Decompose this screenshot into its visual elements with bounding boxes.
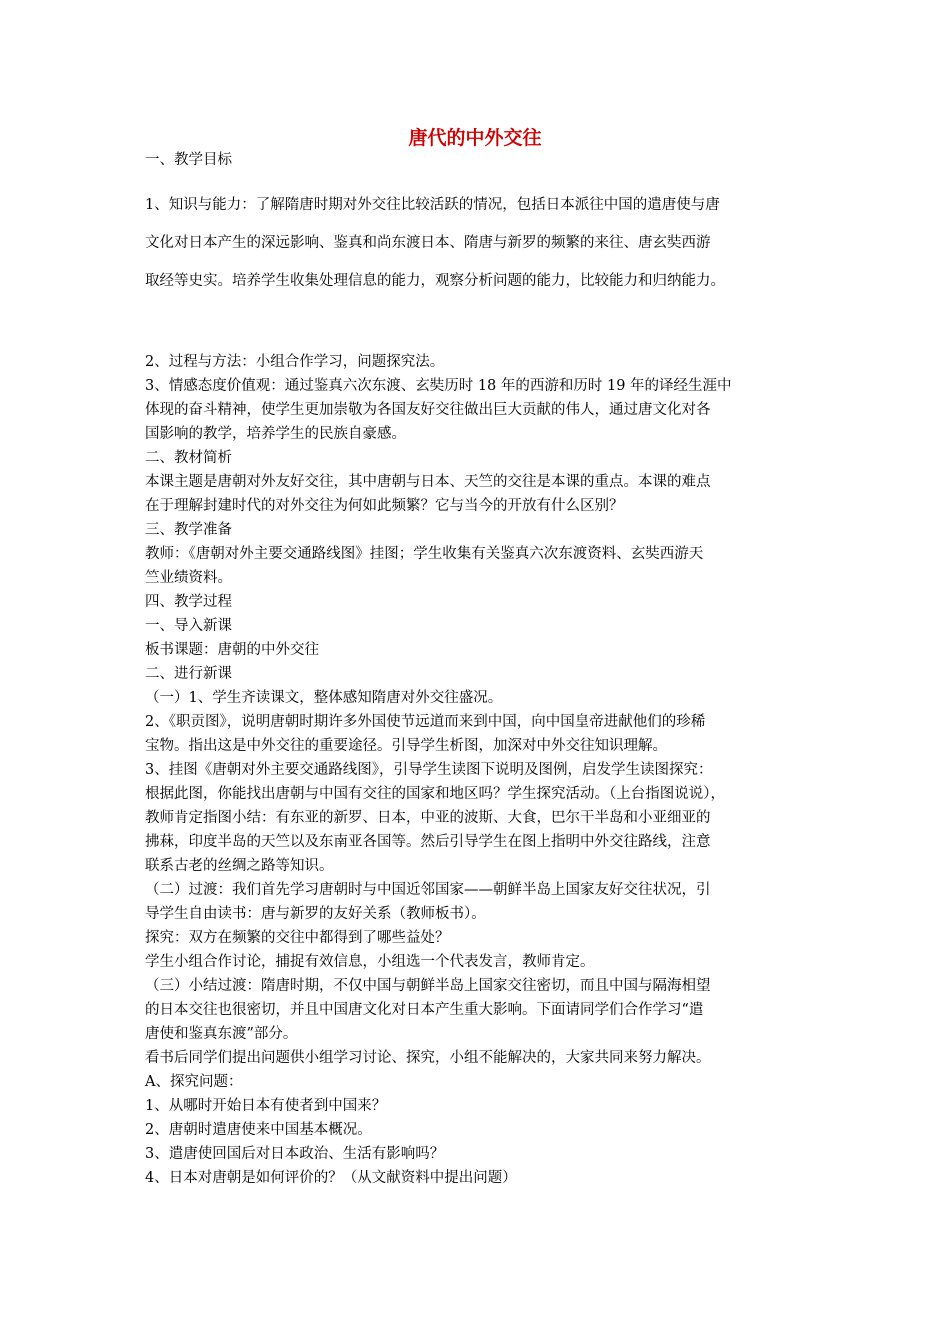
list-item: 3、遣唐使回国后对日本政治、生活有影响吗？ <box>145 1146 445 1162</box>
text-line: 看书后同学们提出问题供小组学习讨论、探究，小组不能解决的，大家共同来努力解决。 <box>145 1050 711 1066</box>
text-line: 2、过程与方法：小组合作学习，问题探究法。 <box>145 354 445 370</box>
text-line: 学生小组合作讨论，捕捉有效信息，小组选一个代表发言，教师肯定。 <box>145 954 595 970</box>
text-line: 1、知识与能力：了解隋唐时期对外交往比较活跃的情况，包括日本派往中国的遣唐使与唐 <box>145 197 720 213</box>
text-line: 探究：双方在频繁的交往中都得到了哪些益处？ <box>145 930 450 946</box>
text-line: 国影响的教学，培养学生的民族自豪感。 <box>145 426 406 442</box>
heading-new-lesson: 二、进行新课 <box>145 666 232 682</box>
document-body <box>145 148 815 1190</box>
text-line: 根据此图，你能找出唐朝与中国有交往的国家和地区吗？学生探究活动。（上台指图说说）， <box>145 786 725 802</box>
text-line: 导学生自由读书：唐与新罗的友好关系（教师板书）。 <box>145 906 486 922</box>
text-line: 联系古老的丝绸之路等知识。 <box>145 858 334 874</box>
heading-preparation: 三、教学准备 <box>145 522 232 538</box>
text-line: 3、情感态度价值观：通过鉴真六次东渡、玄奘历时 18 年的西游和历时 19 年的译经生涯中 <box>145 378 732 394</box>
text-line: （一）1、学生齐读课文，整体感知隋唐对外交往盛况。 <box>145 690 503 706</box>
list-item: 1、从哪时开始日本有使者到中国来？ <box>145 1098 387 1114</box>
heading-teaching-process: 四、教学过程 <box>145 594 232 610</box>
text-line: 本课主题是唐朝对外友好交往，其中唐朝与日本、天竺的交往是本课的重点。本课的难点 <box>145 474 711 490</box>
text-line: 教师：《唐朝对外主要交通路线图》挂图；学生收集有关鉴真六次东渡资料、玄奘西游天 <box>145 546 704 562</box>
text-line: 拂菻，印度半岛的天竺以及东南亚各国等。然后引导学生在图上指明中外交往路线，注意 <box>145 834 711 850</box>
text-line: 宝物。指出这是中外交往的重要途径。引导学生析图，加深对中外交往知识理解。 <box>145 738 667 754</box>
text-line: 在于理解封建时代的对外交往为何如此频繁？它与当今的开放有什么区别？ <box>145 498 624 514</box>
text-line: 唐使和鉴真东渡”部分。 <box>145 1026 298 1042</box>
list-item: 4、日本对唐朝是如何评价的？（从文献资料中提出问题） <box>145 1170 517 1186</box>
text-line: （三）小结过渡：隋唐时期，不仅中国与朝鲜半岛上国家交往密切，而且中国与隔海相望 <box>145 978 711 994</box>
heading-textbook-analysis: 二、教材简析 <box>145 450 232 466</box>
text-line: 文化对日本产生的深远影响、鉴真和尚东渡日本、隋唐与新罗的频繁的来往、唐玄奘西游 <box>145 235 711 251</box>
heading-teaching-goals: 一、教学目标 <box>145 152 232 168</box>
text-line: 取经等史实。培养学生收集处理信息的能力，观察分析问题的能力，比较能力和归纳能力。 <box>145 273 725 289</box>
text-line: 竺业绩资料。 <box>145 570 232 586</box>
text-line: （二）过渡：我们首先学习唐朝时与中国近邻国家——朝鲜半岛上国家友好交往状况，引 <box>145 882 711 898</box>
text-line: 板书课题：唐朝的中外交往 <box>145 642 319 658</box>
document-title: 唐代的中外交往 <box>408 127 542 149</box>
heading-intro: 一、导入新课 <box>145 618 232 634</box>
list-item: 2、唐朝时遣唐使来中国基本概况。 <box>145 1122 372 1138</box>
text-line: 体现的奋斗精神，使学生更加崇敬为各国友好交往做出巨大贡献的伟人，通过唐文化对各 <box>145 402 711 418</box>
text-line: 教师肯定指图小结：有东亚的新罗、日本，中亚的波斯、大食，巴尔干半岛和小亚细亚的 <box>145 810 711 826</box>
heading-explore-questions: A、探究问题： <box>145 1074 243 1090</box>
text-line: 的日本交往也很密切，并且中国唐文化对日本产生重大影响。下面请同学们合作学习“遣 <box>145 1002 704 1018</box>
text-line: 2、《职贡图》，说明唐朝时期许多外国使节远道而来到中国，向中国皇帝进献他们的珍稀 <box>145 714 706 730</box>
text-line: 3、挂图《唐朝对外主要交通路线图》，引导学生读图下说明及图例，启发学生读图探究： <box>145 762 713 778</box>
